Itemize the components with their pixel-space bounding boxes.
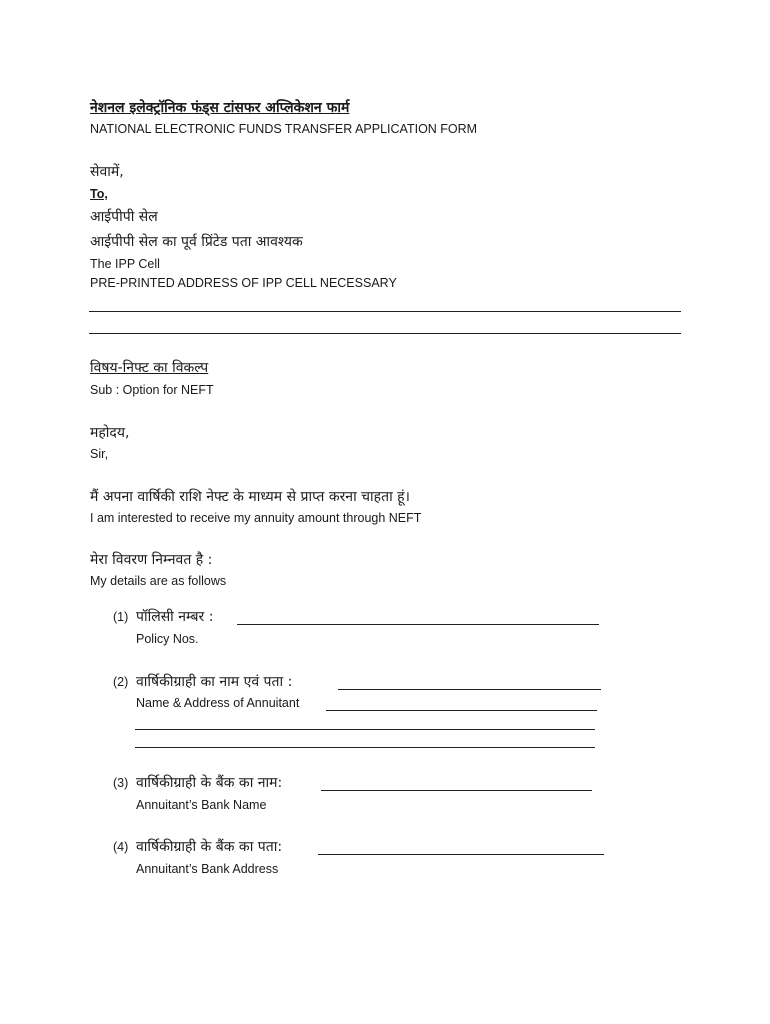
field-3-number: (3) [113,776,129,790]
address-line-1[interactable] [89,311,681,312]
bank-address-field[interactable] [318,854,604,855]
ipp-cell-english: The IPP Cell [90,257,160,271]
salutation-english: Sir, [90,447,109,461]
field-1-hindi-label: पॉलिसी नम्बर : [136,609,214,625]
form-title-hindi: नेशनल इलेक्ट्रॉनिक फंड्स टांसफर अप्लिकेशन फार्म [90,100,350,116]
field-2-english-label: Name & Address of Annuitant [136,696,300,710]
field-2-number: (2) [113,675,129,689]
annuitant-address-field-3[interactable] [135,747,595,748]
subject-english: Sub : Option for NEFT [90,383,214,397]
field-4-number: (4) [113,840,129,854]
bank-name-field[interactable] [321,790,592,791]
to-label: To, [90,187,108,201]
policy-nos-field[interactable] [237,624,599,625]
annuitant-address-field-2[interactable] [135,729,595,730]
field-4-english-label: Annuitant’s Bank Address [136,862,279,876]
field-1-number: (1) [113,610,129,624]
address-note-english: PRE-PRINTED ADDRESS OF IPP CELL NECESSARY [90,276,397,290]
subject-hindi: विषय-निफ्ट का विकल्प [90,360,209,376]
salutation-hindi: महोदय, [90,425,130,441]
annuitant-address-field-1[interactable] [326,710,597,711]
address-line-2[interactable] [89,333,681,334]
field-4-hindi-label: वार्षिकीग्राही के बैंक का पता: [136,839,283,855]
details-intro-hindi: मेरा विवरण निम्नवत है : [90,552,213,568]
form-title-english: NATIONAL ELECTRONIC FUNDS TRANSFER APPLICATION FORM [90,122,478,136]
address-note-hindi: आईपीपी सेल का पूर्व प्रिंटेड पता आवश्यक [90,234,303,250]
statement-english: I am interested to receive my annuity amount through NEFT [90,511,422,525]
annuitant-name-field[interactable] [338,689,601,690]
sevame-label: सेवामें, [90,164,124,180]
field-2-hindi-label: वार्षिकीग्राही का नाम एवं पता : [136,674,293,690]
ipp-cell-hindi: आईपीपी सेल [90,209,158,225]
field-3-hindi-label: वार्षिकीग्राही के बैंक का नाम: [136,775,283,791]
field-1-english-label: Policy Nos. [136,632,199,646]
statement-hindi: मैं अपना वार्षिकी राशि नेफ्ट के माध्यम से प्राप्त करना चाहता हूं। [90,489,410,505]
field-3-english-label: Annuitant’s Bank Name [136,798,267,812]
details-intro-english: My details are as follows [90,574,227,588]
